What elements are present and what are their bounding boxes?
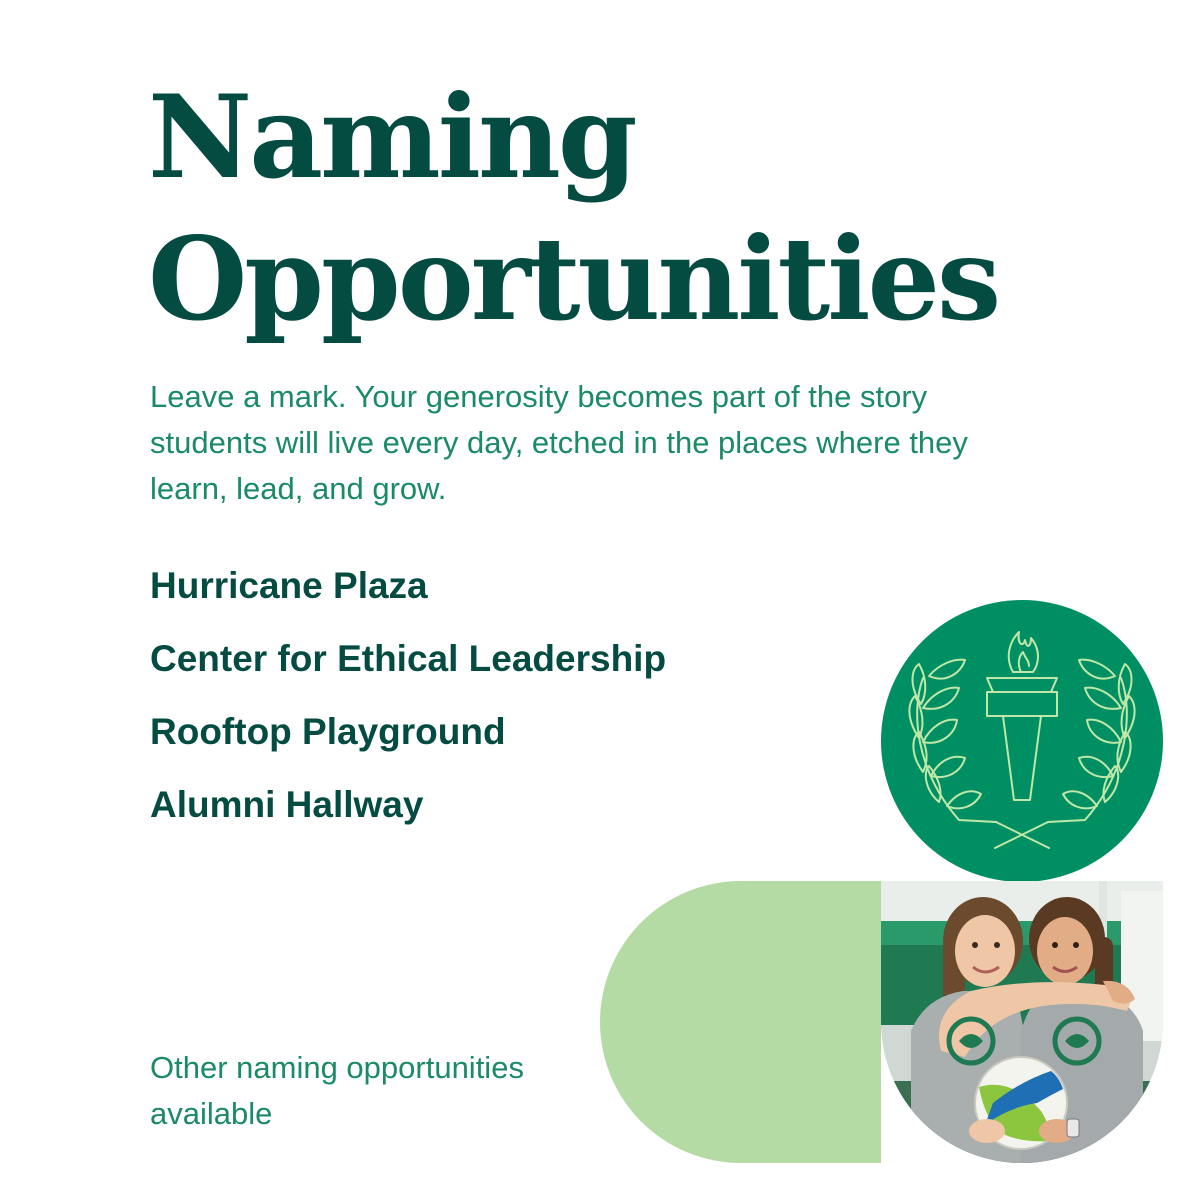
torch-laurel-icon: [881, 600, 1163, 882]
opportunity-item: Center for Ethical Leadership: [150, 638, 667, 679]
students-photo: [881, 881, 1163, 1163]
opportunity-item: Hurricane Plaza: [150, 565, 428, 606]
intro-text: Leave a mark. Your generosity becomes part of the story students will live every day, etched in the places where they learn, lead, and grow.: [150, 379, 968, 506]
opportunity-list: [150, 561, 666, 853]
page-title: [148, 66, 998, 350]
opportunity-item: Rooftop Playground: [150, 711, 506, 752]
opportunity-item: Alumni Hallway: [150, 784, 424, 825]
footer-note: Other naming opportunities available: [150, 1050, 524, 1131]
decorative-half-pill: [600, 881, 881, 1163]
title-line-1: Naming: [148, 70, 635, 204]
title-line-2: Opportunities: [148, 212, 999, 346]
